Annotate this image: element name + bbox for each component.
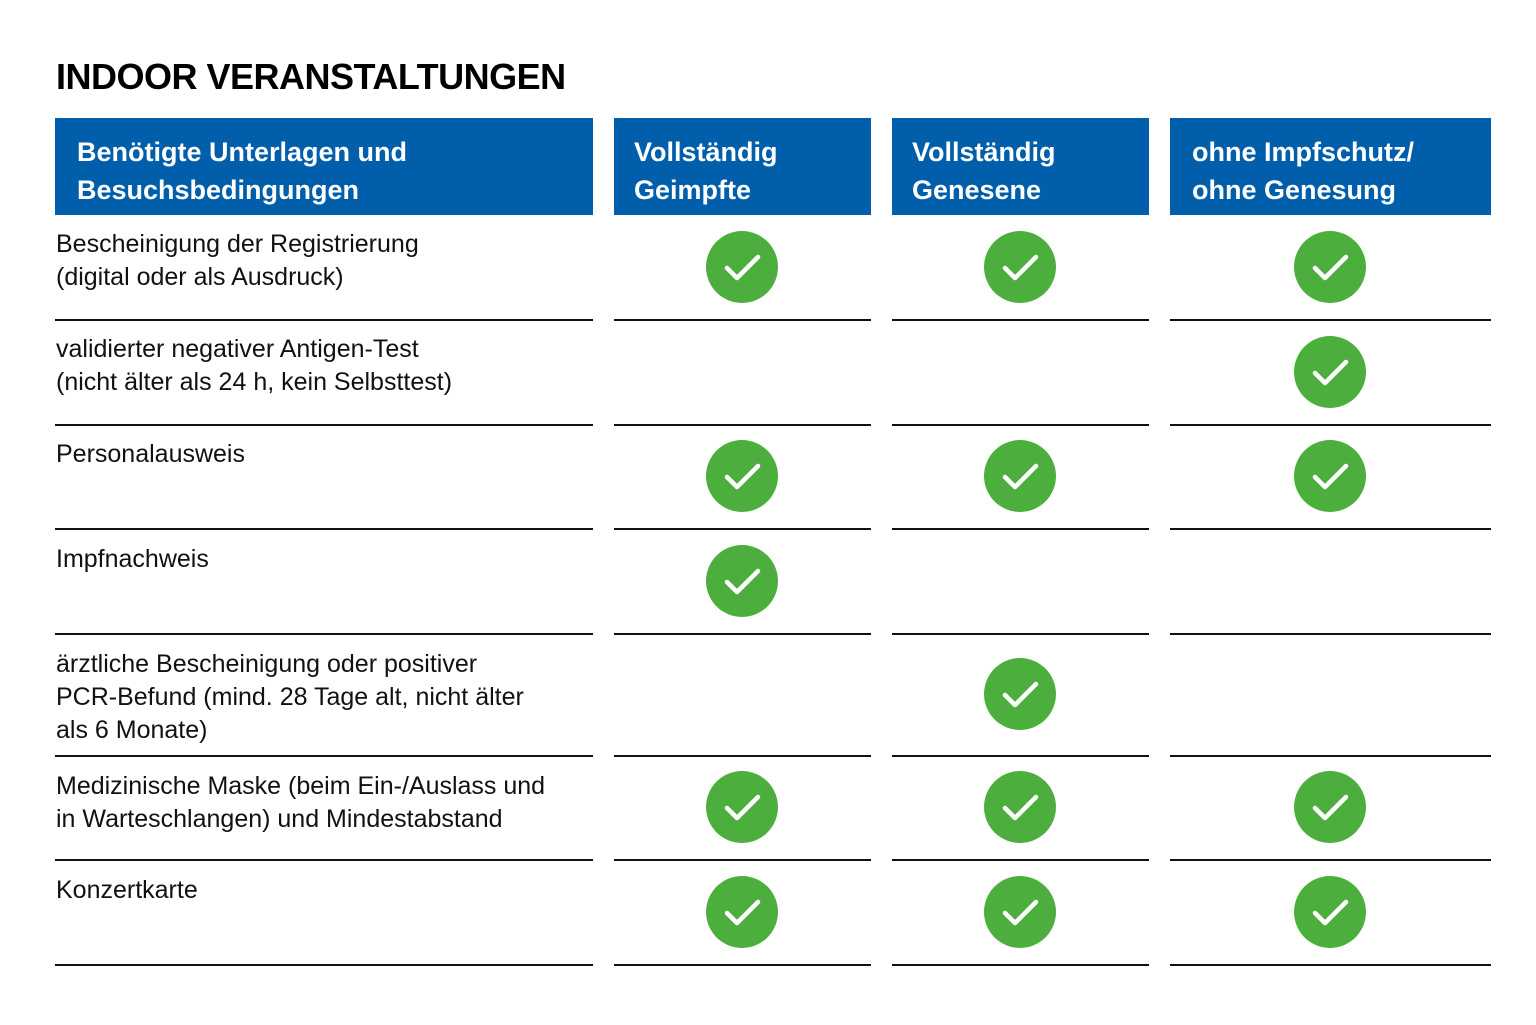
row-divider (55, 755, 593, 757)
row-divider (892, 633, 1149, 635)
row-divider (55, 528, 593, 530)
check-circle-icon (706, 545, 778, 617)
check-circle-icon (1294, 440, 1366, 512)
check-circle-icon (984, 440, 1056, 512)
row-divider (614, 859, 871, 861)
row-divider (55, 859, 593, 861)
check-circle-icon (1294, 876, 1366, 948)
row-divider (892, 859, 1149, 861)
row-divider (892, 319, 1149, 321)
row-divider (614, 964, 871, 966)
row-divider (55, 424, 593, 426)
check-circle-icon (706, 231, 778, 303)
row-label: Personalausweis (56, 440, 245, 468)
check-circle-icon (984, 876, 1056, 948)
row-divider (1170, 424, 1491, 426)
row-divider (1170, 859, 1491, 861)
row-divider (614, 424, 871, 426)
check-circle-icon (984, 658, 1056, 730)
row-divider (1170, 755, 1491, 757)
row-divider (614, 755, 871, 757)
row-label: ärztliche Bescheinigung oder positiver PCR-Befund (mind. 28 Tage alt, nicht älter als 6 Monate) (56, 650, 524, 744)
row-divider (614, 319, 871, 321)
page-title: INDOOR VERANSTALTUNGEN (56, 56, 566, 97)
row-label: validierter negativer Antigen-Test (nicht älter als 24 h, kein Selbsttest) (56, 335, 453, 396)
row-divider (55, 319, 593, 321)
column-header-requirements: Benötigte Unterlagen und Besuchsbedingungen (55, 118, 593, 215)
row-divider (1170, 633, 1491, 635)
row-divider (1170, 319, 1491, 321)
row-divider (1170, 964, 1491, 966)
row-label: Bescheinigung der Registrierung (digital oder als Ausdruck) (56, 230, 419, 291)
row-label: Konzertkarte (56, 876, 198, 904)
check-circle-icon (706, 440, 778, 512)
check-circle-icon (984, 771, 1056, 843)
row-divider (1170, 528, 1491, 530)
row-divider (892, 755, 1149, 757)
column-header-vaccinated: Vollständig Geimpfte (614, 118, 871, 215)
row-divider (614, 528, 871, 530)
row-label: Medizinische Maske (beim Ein-/Auslass und in Warteschlangen) und Mindestabstand (56, 772, 546, 833)
row-divider (55, 633, 593, 635)
check-circle-icon (984, 231, 1056, 303)
check-circle-icon (1294, 771, 1366, 843)
column-header-recovered: Vollständig Genesene (892, 118, 1149, 215)
check-circle-icon (1294, 336, 1366, 408)
row-divider (55, 964, 593, 966)
row-divider (614, 633, 871, 635)
row-label: Impfnachweis (56, 545, 209, 573)
check-circle-icon (706, 771, 778, 843)
check-circle-icon (1294, 231, 1366, 303)
row-divider (892, 424, 1149, 426)
check-circle-icon (706, 876, 778, 948)
column-header-unprotected: ohne Impfschutz/ ohne Genesung (1170, 118, 1491, 215)
row-divider (892, 964, 1149, 966)
row-divider (892, 528, 1149, 530)
